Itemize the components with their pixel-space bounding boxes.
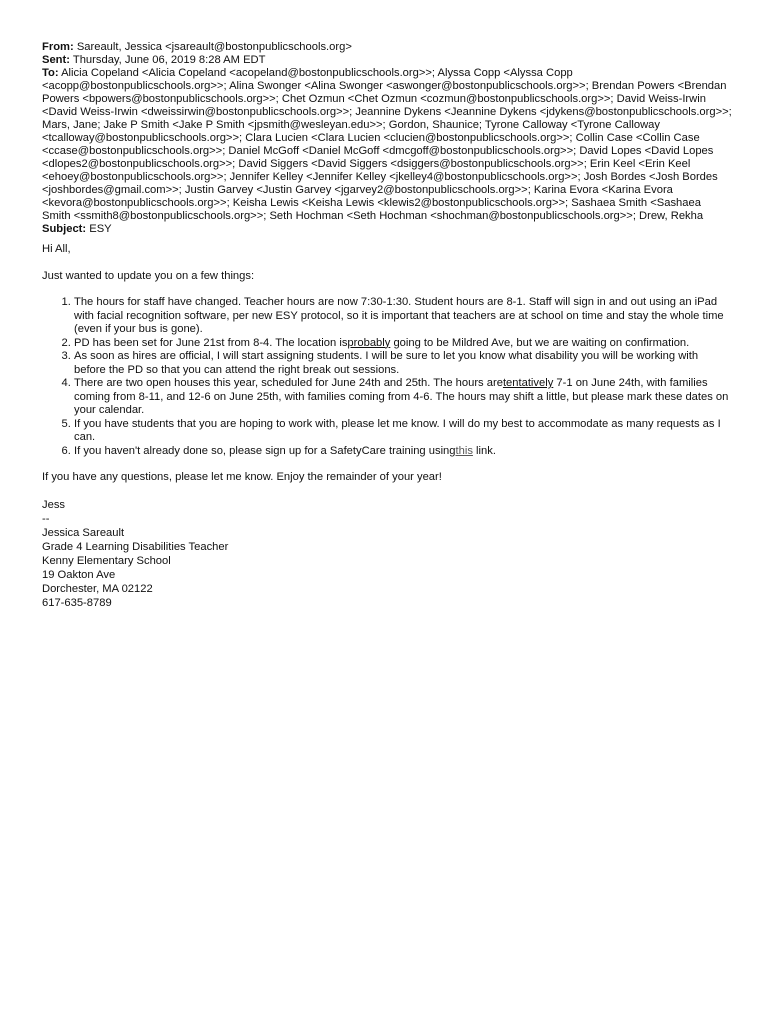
subject-label: Subject: [42, 223, 87, 235]
from-line [42, 41, 732, 54]
sent-value: Thursday, June 06, 2019 8:28 AM EDT [72, 54, 266, 66]
greeting: Hi All, [42, 243, 71, 255]
from-value: Sareault, Jessica <jsareault@bostonpublicschools.org> [76, 41, 352, 53]
signature-short-name: Jess [42, 498, 66, 511]
underlined-word: tentatively [502, 377, 554, 389]
list-item: 1. The hours for staff have changed. Teacher hours are now 7:30-1:30. Student hours are 8-1. Staff will sign in and out using an iPad with facial recognition software, per new ESY protocol, so it is important that teachers are at school on time and stay the whole time (even if your bus is gone). [74, 296, 732, 337]
update-list [42, 296, 732, 458]
subject-line [42, 223, 732, 236]
list-item: 6. If you haven't already done so, please sign up for a SafetyCare training usingthis link. [74, 445, 732, 459]
signature-city: Dorchester, MA 02122 [42, 582, 153, 595]
signature-block [42, 498, 732, 610]
signature-phone: 617-635-8789 [42, 596, 112, 609]
signature-street: 19 Oakton Ave [42, 568, 116, 581]
signature-school: Kenny Elementary School [42, 554, 171, 567]
underlined-word: probably [347, 336, 391, 349]
to-line [42, 67, 732, 223]
email-document [42, 41, 732, 610]
signature-name: Jessica Sareault [42, 526, 125, 539]
sent-line [42, 54, 732, 67]
to-value: Alicia Copeland <Alicia Copeland <acopeland@bostonpublicschools.org>>; Alyssa Copp <Alyssa Copp <acopp@bostonpublicschools.org>>; Alina Swonger <Alina Swonger <aswonger@bostonpublicschools.org>>; Brendan Powers <Brendan Powers <bpowers@bostonpublicschools.org>>; Chet Ozmun <Chet Ozmun <cozmun@bostonpublicschools.org>>; David Weiss-Irwin <David Weiss-Irwin <dweissirwin@bostonpublicschools.org>>; Jeannine Dykens <Jeannine Dykens <jdykens@bostonpublicschools.org>>; Mars, Jane; Jake P Smith <Jake P Smith <jpsmith@wesleyan.edu>>; Gordon, Shaunice; Tyrone Calloway <Tyrone Calloway <tcalloway@bostonpublicschools.org>>; Clara Lucien <Clara Lucien <clucien@bostonpublicschools.org>>; Collin Case <Collin Case <ccase@bostonpublicschools.org>>; Daniel McGoff <Daniel McGoff <dmcgoff@bostonpublicschools.org>>; David Lopes <David Lopes <dlopes2@bostonpublicschools.org>>; David Siggers <David Siggers <dsiggers@bostonpublicschools.org>>; Erin Keel <Erin Keel <ehoey@bostonpublicschools.org>>; Jennifer Kelley <Jennifer Kelley <jkelley4@bostonpublicschools.org>>; Josh Bordes <Josh Bordes <joshbordes@gmail.com>>; Justin Garvey <Justin Garvey <jgarvey2@bostonpublicschools.org>>; Karina Evora <Karina Evora <kevora@bostonpublicschools.org>>; Keisha Lewis <Keisha Lewis <klewis2@bostonpublicschools.org>>; Sashaea Smith <Sashaea Smith <ssmith8@bostonpublicschools.org>>; Seth Hochman <Seth Hochman <shochman@bostonpublicschools.org>>; Drew, Rekha [42, 67, 732, 222]
list-item: 5. If you have students that you are hoping to work with, please let me know. I will do my best to accommodate as many requests as I can. [74, 418, 732, 445]
from-label: From: [42, 41, 74, 53]
to-label: To: [42, 67, 59, 79]
signature-separator: -- [42, 512, 50, 525]
subject-value: ESY [89, 223, 112, 235]
closing-text: If you have any questions, please let me know. Enjoy the remainder of your year! [42, 471, 442, 483]
list-item: 3. As soon as hires are official, I will start assigning students. I will be sure to let you know what disability you will be working with before the PD so that you can attend the right break out sessions. [74, 350, 732, 377]
safetycare-link[interactable]: this [455, 444, 473, 457]
list-item: 4. There are two open houses this year, scheduled for June 24th and 25th. The hours aretentatively 7-1 on June 24th, with families coming from 8-11, and 12-6 on June 25th, with families coming from 4-6. The hours may shift a little, but please mark these dates on your calendar. [74, 377, 732, 418]
intro-text: Just wanted to update you on a few things: [42, 269, 255, 282]
signature-title: Grade 4 Learning Disabilities Teacher [42, 540, 229, 553]
list-item: 2. PD has been set for June 21st from 8-4. The location isprobably going to be Mildred Ave, but we are waiting on confirmation. [74, 337, 732, 351]
sent-label: Sent: [42, 54, 70, 66]
